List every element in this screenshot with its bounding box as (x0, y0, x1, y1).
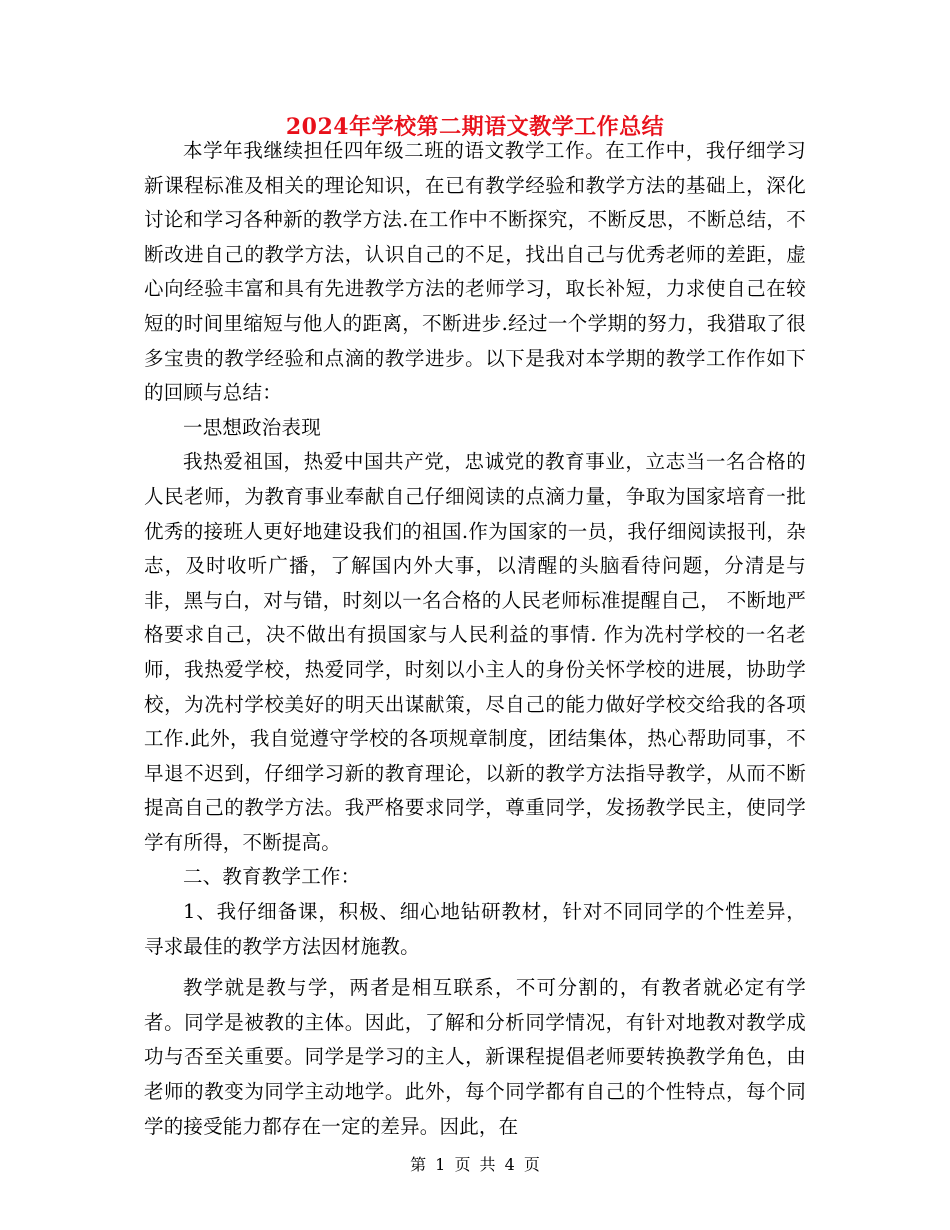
section-heading-teaching: 二、教育教学工作： (183, 865, 361, 889)
paragraph-teaching-learning: 教学就是教与学，两者是相互联系，不可分割的，有教者就必定有学者。同学是被教的主体。因此，了解和分析同学情况，有针对地教对教学成功与否至关重要。同学是学习的主人，新课程提倡老师要转换教学角色，由老师的教变为同学主动地学。此外，每个同学都有自己的个性特点，每个同学的接受能力都存在一定的差异。因此，在 (144, 976, 806, 1138)
paragraph-political: 我热爱祖国，热爱中国共产党，忠诚党的教育事业，立志当一名合格的人民老师，为教育事业奉献自己仔细阅读的点滴力量，争取为国家培育一批优秀的接班人更好地建设我们的祖国.作为国家的一员，我仔细阅读报刊，杂志，及时收听广播，了解国内外大事，以清醒的头脑看待问题，分清是与非，黑与白，对与错，时刻以一名合格的人民老师标准提醒自己， 不断地严格要求自己，决不做出有损国家与人民利益的事情. 作为冼村学校的一名老师，我热爱学校，热爱同学，时刻以小主人的身份关怀学校的进展，协助学校，为冼村学校美好的明天出谋献策，尽自己的能力做好学校交给我的各项工作.此外，我自觉遵守学校的各项规章制度，团结集体，热心帮助同事，不早退不迟到，仔细学习新的教育理论，以新的教学方法指导教学，从而不断提高自己的教学方法。我严格要求同学，尊重同学，发扬教学民主，使同学学有所得，不断提高。 (144, 450, 806, 854)
paragraph-lesson-prep: 1、我仔细备课，积极、细心地钻研教材，针对不同同学的个性差异，寻求最佳的教学方法因材施教。 (144, 900, 806, 958)
page-number-footer: 第 1 页 共 4 页 (410, 1155, 540, 1174)
document-title: 2024年学校第二期语文教学工作总结 (285, 114, 665, 140)
document-body (144, 134, 806, 1144)
section-heading-political: 一思想政治表现 (183, 415, 321, 439)
paragraph-intro: 本学年我继续担任四年级二班的语文教学工作。在工作中，我仔细学习新课程标准及相关的理论知识，在已有教学经验和教学方法的基础上，深化讨论和学习各种新的教学方法.在工作中不断探究，不断反思，不断总结，不断改进自己的教学方法，认识自己的不足，找出自己与优秀老师的差距，虚心向经验丰富和具有先进教学方法的老师学习，取长补短，力求使自己在较短的时间里缩短与他人的距离，不断进步.经过一个学期的努力，我猎取了很多宝贵的教学经验和点滴的教学进步。以下是我对本学期的教学工作作如下的回顾与总结： (144, 139, 806, 405)
